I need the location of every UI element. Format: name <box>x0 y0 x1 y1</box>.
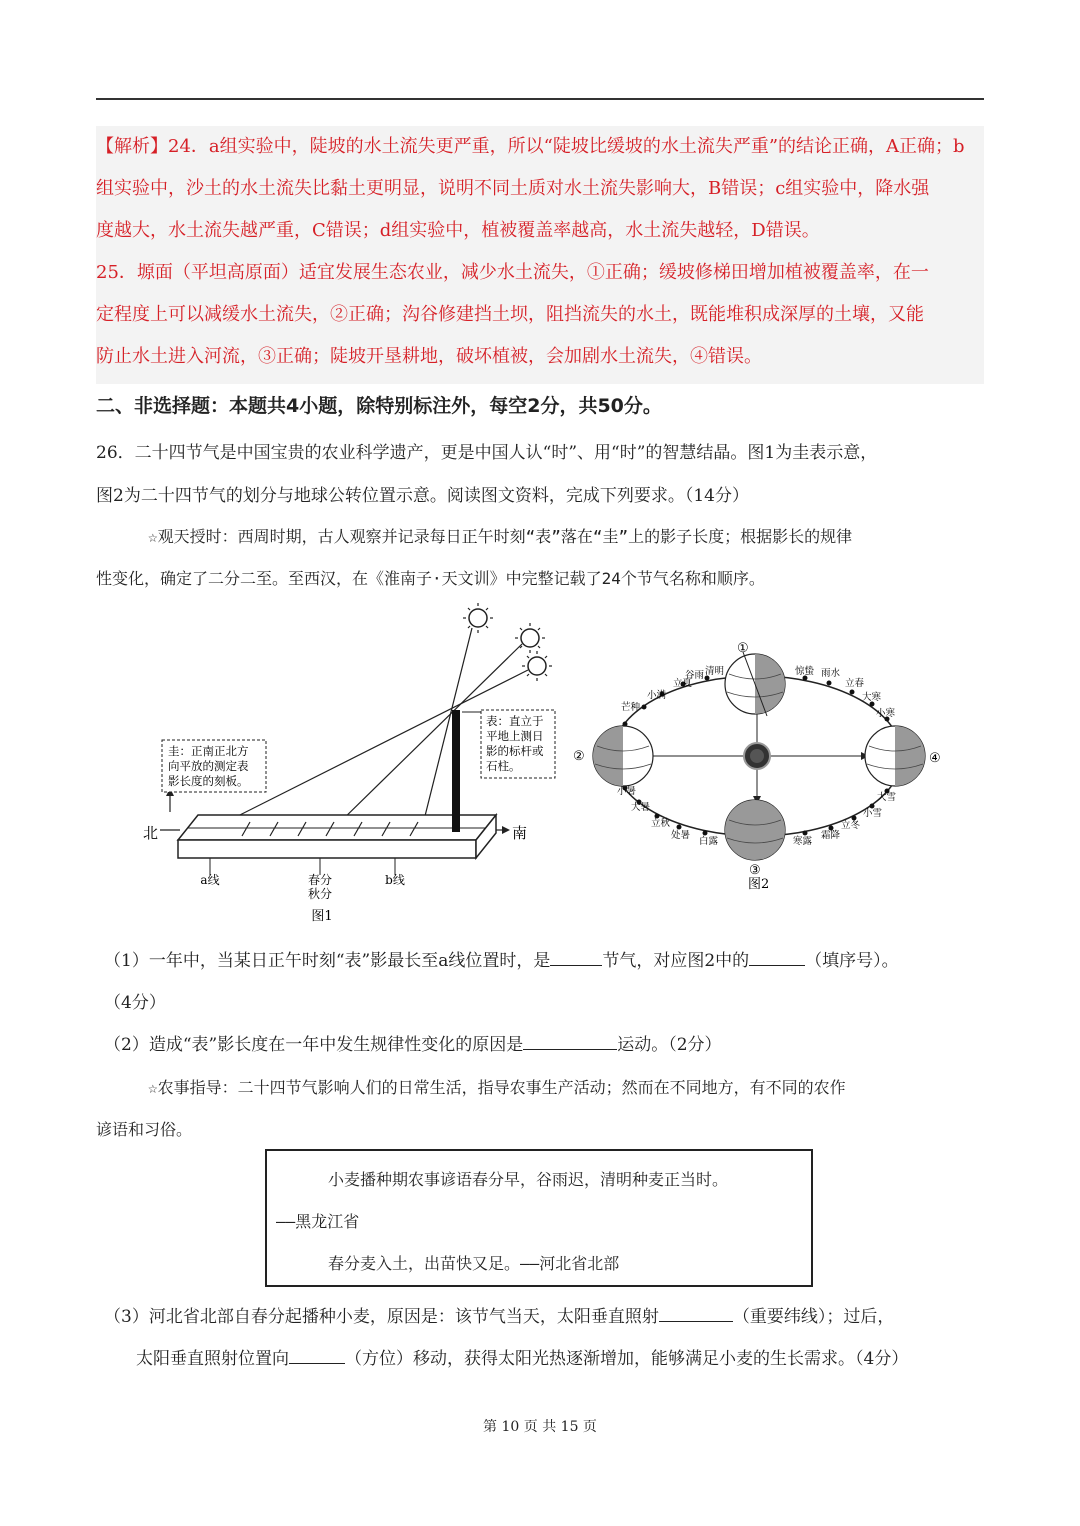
question-2-text: 运动。（2分） <box>617 1035 722 1055</box>
question-3-text: （3）河北省北部自春分起播种小麦，原因是：该节气当天，太阳垂直照射 <box>104 1307 659 1327</box>
question-2 <box>104 1030 722 1055</box>
solar-term-label: 小雪 <box>863 808 883 819</box>
a-line-label: a线 <box>200 873 220 887</box>
solar-term-label: 大雪 <box>877 792 897 803</box>
question-1-text: （填序号）。 <box>805 951 899 971</box>
solar-term-label: 小暑 <box>617 786 637 797</box>
question-1-text: 节气，对应图2中的 <box>602 951 750 971</box>
analysis-line: 度越大，水土流失越严重，C错误；d组实验中，植被覆盖率越高，水土流失越轻，D错误。 <box>96 220 820 241</box>
question-2-text: （2）造成“表”影长度在一年中发生规律性变化的原因是 <box>104 1035 524 1055</box>
solar-term-label: 惊蛰 <box>795 666 815 677</box>
north-label: 北 <box>142 824 158 842</box>
figure-2-caption: 图2 <box>748 877 770 892</box>
figure-1-caption: 图1 <box>311 909 333 924</box>
biao-label-line: 影的标杆或 <box>486 744 544 758</box>
south-label: 南 <box>512 824 528 842</box>
gui-label-line: 影长度的刻板。 <box>168 774 249 788</box>
position-number: ① <box>737 641 749 656</box>
solar-term-label: 立夏 <box>673 678 693 689</box>
solar-term-label: 小满 <box>647 690 667 701</box>
position-number: ③ <box>749 863 761 878</box>
solar-term-label: 清明 <box>705 666 725 677</box>
figure-1-gnomon <box>142 600 560 930</box>
material-2b: 谚语和习俗。 <box>96 1120 193 1139</box>
solar-term-label: 立冬 <box>841 820 861 831</box>
solar-term-label: 谷雨 <box>685 670 705 681</box>
solar-term-label: 处暑 <box>671 830 691 841</box>
question-3-text: （重要纬线）；过后， <box>732 1307 895 1327</box>
question-1-text: （1）一年中，当某日正午时刻“表”影最长至a线位置时，是 <box>104 951 551 971</box>
answer-blank[interactable] <box>659 1305 733 1322</box>
analysis-block <box>96 126 984 384</box>
earth-position-2 <box>589 722 653 792</box>
answer-blank[interactable] <box>550 949 602 966</box>
analysis-line: 【解析】24．a组实验中，陡坡的水土流失更严重，所以“陡坡比缓坡的水土流失严重”的结论正确，A正确；b <box>96 136 965 157</box>
question-1-score: （4分） <box>104 993 166 1013</box>
q26-intro-1: 26．二十四节气是中国宝贵的农业科学遗产，更是中国人认“时”、用“时”的智慧结晶。图1为圭表示意， <box>96 443 878 463</box>
solar-term-label: 小寒 <box>876 708 896 719</box>
page-footer: 第 10 页 共 15 页 <box>483 1419 597 1435</box>
answer-blank[interactable] <box>289 1347 345 1364</box>
material-1b: 性变化，确定了二分二至。至西汉，在《淮南子·天文训》中完整记载了24个节气名称和顺序。 <box>96 569 765 588</box>
solar-term-label: 霜降 <box>821 830 841 841</box>
analysis-line: 定程度上可以减缓水土流失，②正确；沟谷修建挡土坝，阻挡流失的水土，既能堆积成深厚的土壤，又能 <box>96 304 924 325</box>
solar-term-label: 白露 <box>699 836 719 847</box>
question-3-cont <box>136 1344 908 1369</box>
analysis-line: 防止水土进入河流，③正确；陡坡开垦耕地，破坏植被，会加剧水土流失，④错误。 <box>96 346 762 367</box>
earth-position-4 <box>865 722 929 792</box>
gui-label-line: 向平放的测定表 <box>168 759 249 773</box>
biao-label-line: 石柱。 <box>486 759 521 773</box>
gui-label-line: 圭：正南正北方 <box>168 744 249 758</box>
sun-icon <box>522 651 552 681</box>
position-number: ② <box>573 749 585 764</box>
proverb-line: 春分麦入土，出苗快又足。——河北省北部 <box>328 1254 620 1273</box>
header-rule <box>96 98 984 100</box>
analysis-line: 25．塬面（平坦高原面）适宜发展生态农业，减少水土流失，①正确；缓坡修梯田增加植被覆盖率，在一 <box>96 262 929 283</box>
question-1 <box>104 946 899 971</box>
q26-intro-2: 图2为二十四节气的划分与地球公转位置示意。阅读图文资料，完成下列要求。（14分） <box>96 486 749 506</box>
proverb-line: 小麦播种期农事谚语春分早，谷雨迟，清明种麦正当时。 <box>328 1170 729 1189</box>
solar-term-label: 大寒 <box>862 692 882 703</box>
analysis-line: 组实验中，沙土的水土流失比黏土更明显，说明不同土质对水土流失影响大，B错误；c组实验中，降水强 <box>96 178 930 199</box>
question-3-text: 太阳垂直照射位置向 <box>136 1349 289 1369</box>
solar-term-label: 寒露 <box>793 836 813 847</box>
question-3 <box>104 1302 894 1327</box>
answer-blank[interactable] <box>749 949 805 966</box>
material-1a: ☆观天授时：西周时期，古人观察并记录每日正午时刻“表”落在“圭”上的影子长度；根据影长的规律 <box>148 527 853 546</box>
question-3-text: （方位）移动，获得太阳光热逐渐增加，能够满足小麦的生长需求。（4分） <box>345 1349 909 1369</box>
solar-term-label: 雨水 <box>821 668 841 679</box>
earth-position-3 <box>721 796 789 866</box>
sun-icon <box>515 623 545 653</box>
biao-label-line: 表：直立于 <box>486 714 544 728</box>
solar-term-label: 大暑 <box>631 802 651 813</box>
material-2a: ☆农事指导：二十四节气影响人们的日常生活，指导农事生产活动；然而在不同地方，有不同的农作 <box>148 1078 846 1097</box>
position-number: ④ <box>929 751 941 766</box>
equinox-label: 春分 <box>307 873 333 887</box>
solar-term-label: 立春 <box>845 678 865 689</box>
biao-label-line: 平地上测日 <box>486 729 544 743</box>
solar-term-label: 立秋 <box>651 818 671 829</box>
answer-blank[interactable] <box>523 1033 617 1050</box>
sun-icon <box>463 603 493 633</box>
equinox-label: 秋分 <box>307 887 333 901</box>
figure-2-orbit <box>565 630 955 900</box>
earth-position-1 <box>725 650 789 720</box>
solar-term-label: 芒种 <box>621 702 641 713</box>
section-title: 二、非选择题：本题共4小题，除特别标注外，每空2分，共50分。 <box>96 395 662 417</box>
proverb-source: ——黑龙江省 <box>276 1212 360 1231</box>
b-line-label: b线 <box>385 873 405 887</box>
